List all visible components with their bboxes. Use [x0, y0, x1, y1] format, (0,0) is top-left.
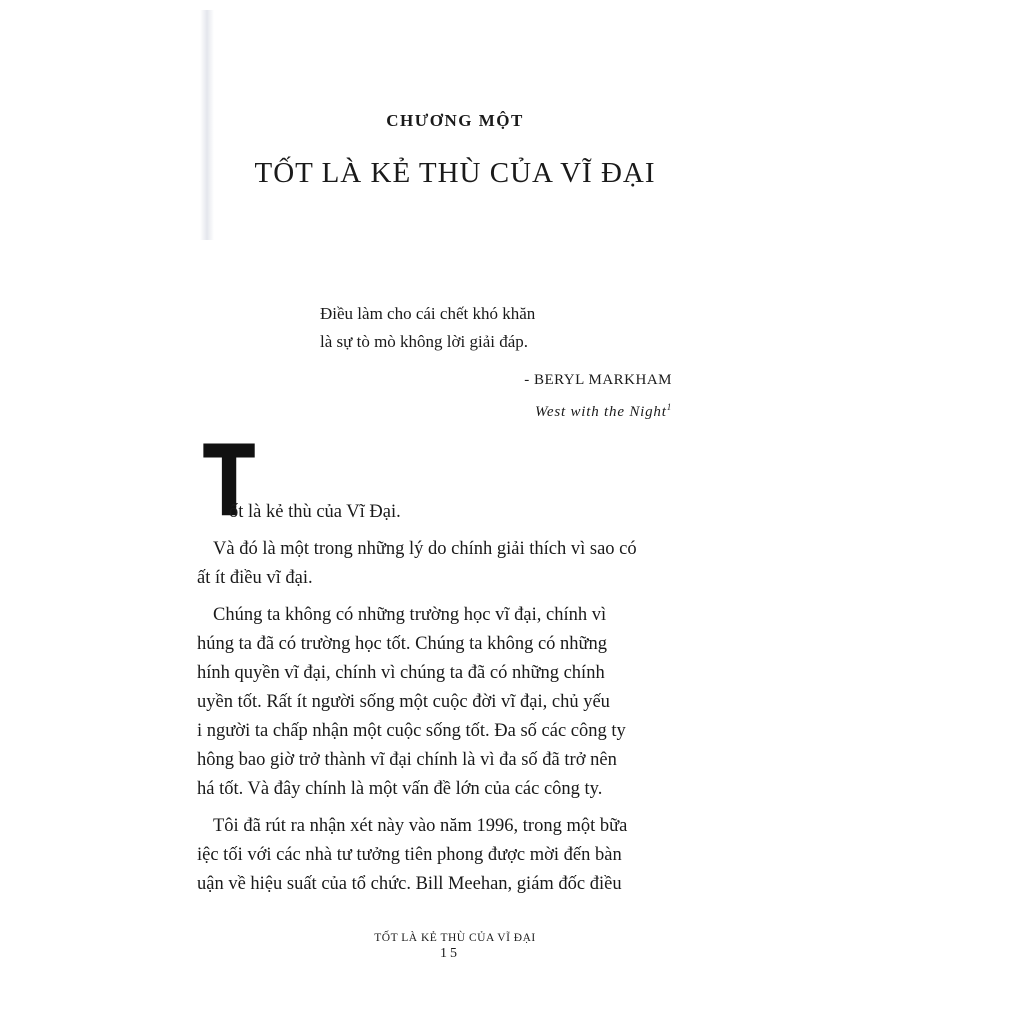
body-text — [197, 498, 727, 907]
text-line: Và đó là một trong những lý do chính giải thích vì sao có — [213, 539, 637, 559]
drop-cap: T — [203, 425, 256, 539]
footnote-marker: 1 — [666, 402, 672, 412]
text-line: ất ít điều vĩ đại. — [197, 568, 313, 588]
epigraph-source-title: West with the Night — [534, 404, 667, 420]
text-line: há tốt. Và đây chính là một vấn đề lớn của các công ty. — [197, 779, 603, 799]
text-line: hông bao giờ trở thành vĩ đại chính là vì đa số đã trở nên — [197, 750, 617, 770]
text-line: i người ta chấp nhận một cuộc sống tốt. Đa số các công ty — [197, 721, 626, 741]
epigraph-source — [400, 394, 672, 426]
paragraph-1 — [197, 498, 727, 527]
text-line: ốt là kẻ thù của Vĩ Đại. — [229, 502, 401, 522]
paragraph-2 — [197, 535, 727, 593]
page-number: 15 — [440, 946, 460, 961]
epigraph — [320, 300, 535, 356]
text-line: Tôi đã rút ra nhận xét này vào năm 1996, trong một bữa — [213, 816, 628, 836]
running-footer-title: TỐT LÀ KẺ THÙ CỦA VĨ ĐẠI — [374, 932, 536, 944]
paragraph-3 — [197, 601, 727, 804]
text-line: húng ta đã có trường học tốt. Chúng ta không có những — [197, 634, 608, 654]
paragraph-4 — [197, 812, 727, 899]
epigraph-line-2: là sự tò mò không lời giải đáp. — [320, 332, 529, 351]
text-line: uận về hiệu suất của tổ chức. Bill Meehan, giám đốc điều — [197, 874, 622, 894]
text-line: uyền tốt. Rất ít người sống một cuộc đời vĩ đại, chủ yếu — [197, 692, 610, 712]
text-line: iệc tối với các nhà tư tưởng tiên phong được mời đến bàn — [197, 845, 622, 865]
epigraph-line-1: Điều làm cho cái chết khó khăn — [320, 304, 536, 323]
epigraph-author: - BERYL MARKHAM — [524, 372, 672, 388]
text-line: hính quyền vĩ đại, chính vì chúng ta đã có những chính — [197, 663, 605, 683]
epigraph-attribution — [400, 367, 672, 426]
chapter-title: TỐT LÀ KẺ THÙ CỦA VĨ ĐẠI — [254, 157, 656, 189]
chapter-label: CHƯƠNG MỘT — [386, 111, 524, 130]
text-line: Chúng ta không có những trường học vĩ đại, chính vì — [213, 605, 607, 625]
